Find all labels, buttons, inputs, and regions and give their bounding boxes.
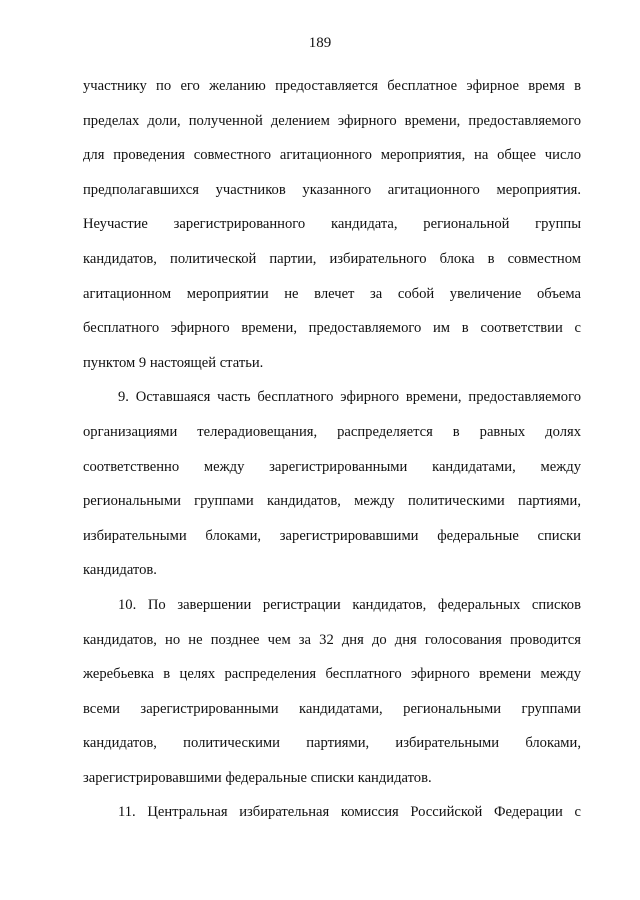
- text-line: зарегистрировавшими федеральные списки кандидатов.: [83, 769, 432, 786]
- text-line: всеми зарегистрированными кандидатами, региональными группами: [83, 700, 581, 717]
- text-line: Неучастие зарегистрированного кандидата, региональной группы: [83, 216, 581, 233]
- text-line: избирательными блоками, зарегистрировавшими федеральные списки: [83, 527, 581, 544]
- text-line: кандидатов, политической партии, избирательного блока в совместном: [83, 250, 581, 267]
- text-line: участнику по его желанию предоставляется бесплатное эфирное время в: [83, 78, 581, 94]
- text-line: предполагавшихся участников указанного агитационного мероприятия.: [83, 181, 581, 198]
- text-line: пределах доли, полученной делением эфирного времени, предоставляемого: [83, 112, 581, 129]
- page-number: 189: [308, 35, 332, 51]
- paragraph-10-start: 10. По завершении регистрации кандидатов, федеральных списков: [118, 596, 581, 613]
- paragraph-9-start: 9. Оставшаяся часть бесплатного эфирного времени, предоставляемого: [118, 389, 581, 406]
- text-line: агитационном мероприятии не влечет за собой увеличение объема: [83, 285, 581, 302]
- text-line: кандидатов, политическими партиями, избирательными блоками,: [83, 735, 581, 752]
- text-line: бесплатного эфирного времени, предоставляемого им в соответствии с: [83, 320, 581, 337]
- text-line: организациями телерадиовещания, распределяется в равных долях: [83, 423, 581, 440]
- text-line: соответственно между зарегистрированными кандидатами, между: [83, 458, 581, 475]
- text-line: пунктом 9 настоящей статьи.: [83, 354, 264, 371]
- text-line: региональными группами кандидатов, между политическими партиями,: [83, 493, 581, 510]
- document-body: [83, 76, 581, 837]
- paragraph-11-start: 11. Центральная избирательная комиссия Российской Федерации с: [118, 804, 581, 821]
- text-line: для проведения совместного агитационного мероприятия, на общее число: [83, 147, 581, 164]
- text-line: кандидатов, но не позднее чем за 32 дня до дня голосования проводится: [83, 631, 581, 648]
- text-line: кандидатов.: [83, 562, 157, 579]
- text-line: жеребьевка в целях распределения бесплатного эфирного времени между: [83, 666, 581, 683]
